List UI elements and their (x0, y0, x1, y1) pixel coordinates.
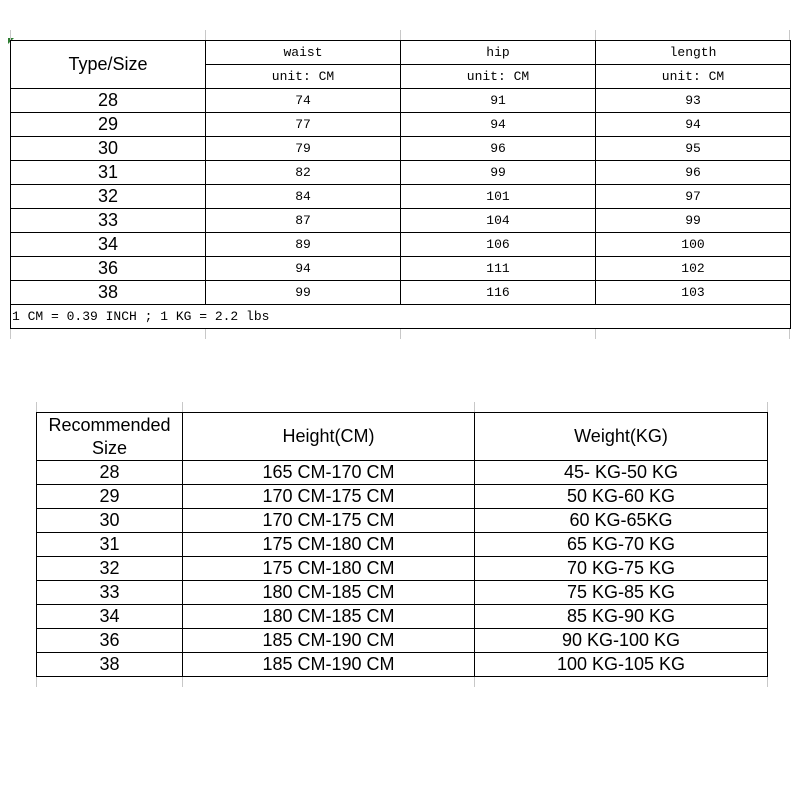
weight-header: Weight(KG) (475, 413, 768, 461)
waist-cell: 87 (206, 209, 401, 233)
recommendation-header-row (37, 413, 768, 461)
size-row (11, 185, 791, 209)
length-cell: 95 (596, 137, 791, 161)
size-cell: 29 (11, 113, 206, 137)
height-range-cell: 180 CM-185 CM (183, 581, 475, 605)
length-header: length (596, 41, 791, 65)
height-range-cell: 180 CM-185 CM (183, 605, 475, 629)
hip-cell: 91 (401, 89, 596, 113)
recommendation-row (37, 653, 768, 677)
gridline (767, 402, 768, 412)
weight-range-cell: 90 KG-100 KG (475, 629, 768, 653)
hip-cell: 101 (401, 185, 596, 209)
recommendation-row (37, 533, 768, 557)
gridline (595, 30, 596, 40)
hip-cell: 96 (401, 137, 596, 161)
hip-cell: 99 (401, 161, 596, 185)
size-cell: 34 (11, 233, 206, 257)
recommendation-row (37, 485, 768, 509)
size-chart-table (10, 40, 791, 329)
length-cell: 102 (596, 257, 791, 281)
gridline (182, 677, 183, 687)
gridline (400, 30, 401, 40)
gridline (400, 329, 401, 339)
height-range-cell: 175 CM-180 CM (183, 557, 475, 581)
size-cell: 30 (11, 137, 206, 161)
size-row (11, 113, 791, 137)
gridline (595, 329, 596, 339)
length-unit: unit: CM (596, 65, 791, 89)
gridline (205, 30, 206, 40)
height-range-cell: 170 CM-175 CM (183, 485, 475, 509)
gridline (474, 402, 475, 412)
length-cell: 94 (596, 113, 791, 137)
conversion-note: 1 CM = 0.39 INCH ; 1 KG = 2.2 lbs (11, 305, 791, 329)
gridline (182, 402, 183, 412)
hip-cell: 104 (401, 209, 596, 233)
recommended-size-cell: 33 (37, 581, 183, 605)
size-row (11, 233, 791, 257)
recommendation-row (37, 605, 768, 629)
weight-range-cell: 85 KG-90 KG (475, 605, 768, 629)
weight-range-cell: 75 KG-85 KG (475, 581, 768, 605)
height-range-cell: 185 CM-190 CM (183, 629, 475, 653)
weight-range-cell: 70 KG-75 KG (475, 557, 768, 581)
size-row (11, 137, 791, 161)
recommended-size-cell: 30 (37, 509, 183, 533)
waist-cell: 79 (206, 137, 401, 161)
recommended-size-cell: 29 (37, 485, 183, 509)
recommended-size-cell: 31 (37, 533, 183, 557)
height-range-cell: 185 CM-190 CM (183, 653, 475, 677)
length-cell: 96 (596, 161, 791, 185)
gridline (789, 329, 790, 339)
waist-cell: 77 (206, 113, 401, 137)
waist-cell: 89 (206, 233, 401, 257)
gridline (205, 329, 206, 339)
gridline (10, 30, 11, 40)
recommendation-table (36, 412, 768, 677)
waist-cell: 74 (206, 89, 401, 113)
weight-range-cell: 60 KG-65KG (475, 509, 768, 533)
hip-cell: 94 (401, 113, 596, 137)
length-cell: 93 (596, 89, 791, 113)
waist-cell: 82 (206, 161, 401, 185)
waist-cell: 84 (206, 185, 401, 209)
recommended-size-cell: 32 (37, 557, 183, 581)
gridline (767, 677, 768, 687)
note-row (11, 305, 791, 329)
gridline (10, 329, 11, 339)
gridline (36, 402, 37, 412)
length-cell: 100 (596, 233, 791, 257)
weight-range-cell: 45- KG-50 KG (475, 461, 768, 485)
hip-unit: unit: CM (401, 65, 596, 89)
weight-range-cell: 65 KG-70 KG (475, 533, 768, 557)
waist-header: waist (206, 41, 401, 65)
recommended-size-cell: 36 (37, 629, 183, 653)
size-cell: 38 (11, 281, 206, 305)
size-cell: 32 (11, 185, 206, 209)
waist-unit: unit: CM (206, 65, 401, 89)
weight-range-cell: 100 KG-105 KG (475, 653, 768, 677)
recommended-size-header: Recommended Size (37, 413, 183, 461)
waist-cell: 94 (206, 257, 401, 281)
gridline (474, 677, 475, 687)
size-row (11, 161, 791, 185)
height-range-cell: 175 CM-180 CM (183, 533, 475, 557)
size-cell: 36 (11, 257, 206, 281)
waist-cell: 99 (206, 281, 401, 305)
hip-cell: 116 (401, 281, 596, 305)
recommended-size-cell: 34 (37, 605, 183, 629)
size-row (11, 281, 791, 305)
weight-range-cell: 50 KG-60 KG (475, 485, 768, 509)
size-row (11, 257, 791, 281)
gridline (789, 30, 790, 40)
height-range-cell: 170 CM-175 CM (183, 509, 475, 533)
recommendation-row (37, 629, 768, 653)
gridline (36, 677, 37, 687)
recommendation-row (37, 557, 768, 581)
size-row (11, 209, 791, 233)
hip-cell: 106 (401, 233, 596, 257)
length-cell: 103 (596, 281, 791, 305)
size-cell: 31 (11, 161, 206, 185)
size-row (11, 89, 791, 113)
size-header-row (11, 41, 791, 65)
recommended-size-cell: 28 (37, 461, 183, 485)
size-cell: 28 (11, 89, 206, 113)
recommendation-row (37, 461, 768, 485)
size-cell: 33 (11, 209, 206, 233)
height-range-cell: 165 CM-170 CM (183, 461, 475, 485)
hip-cell: 111 (401, 257, 596, 281)
length-cell: 97 (596, 185, 791, 209)
length-cell: 99 (596, 209, 791, 233)
recommended-size-cell: 38 (37, 653, 183, 677)
height-header: Height(CM) (183, 413, 475, 461)
recommendation-row (37, 509, 768, 533)
hip-header: hip (401, 41, 596, 65)
type-size-header: Type/Size (11, 41, 206, 89)
recommendation-row (37, 581, 768, 605)
